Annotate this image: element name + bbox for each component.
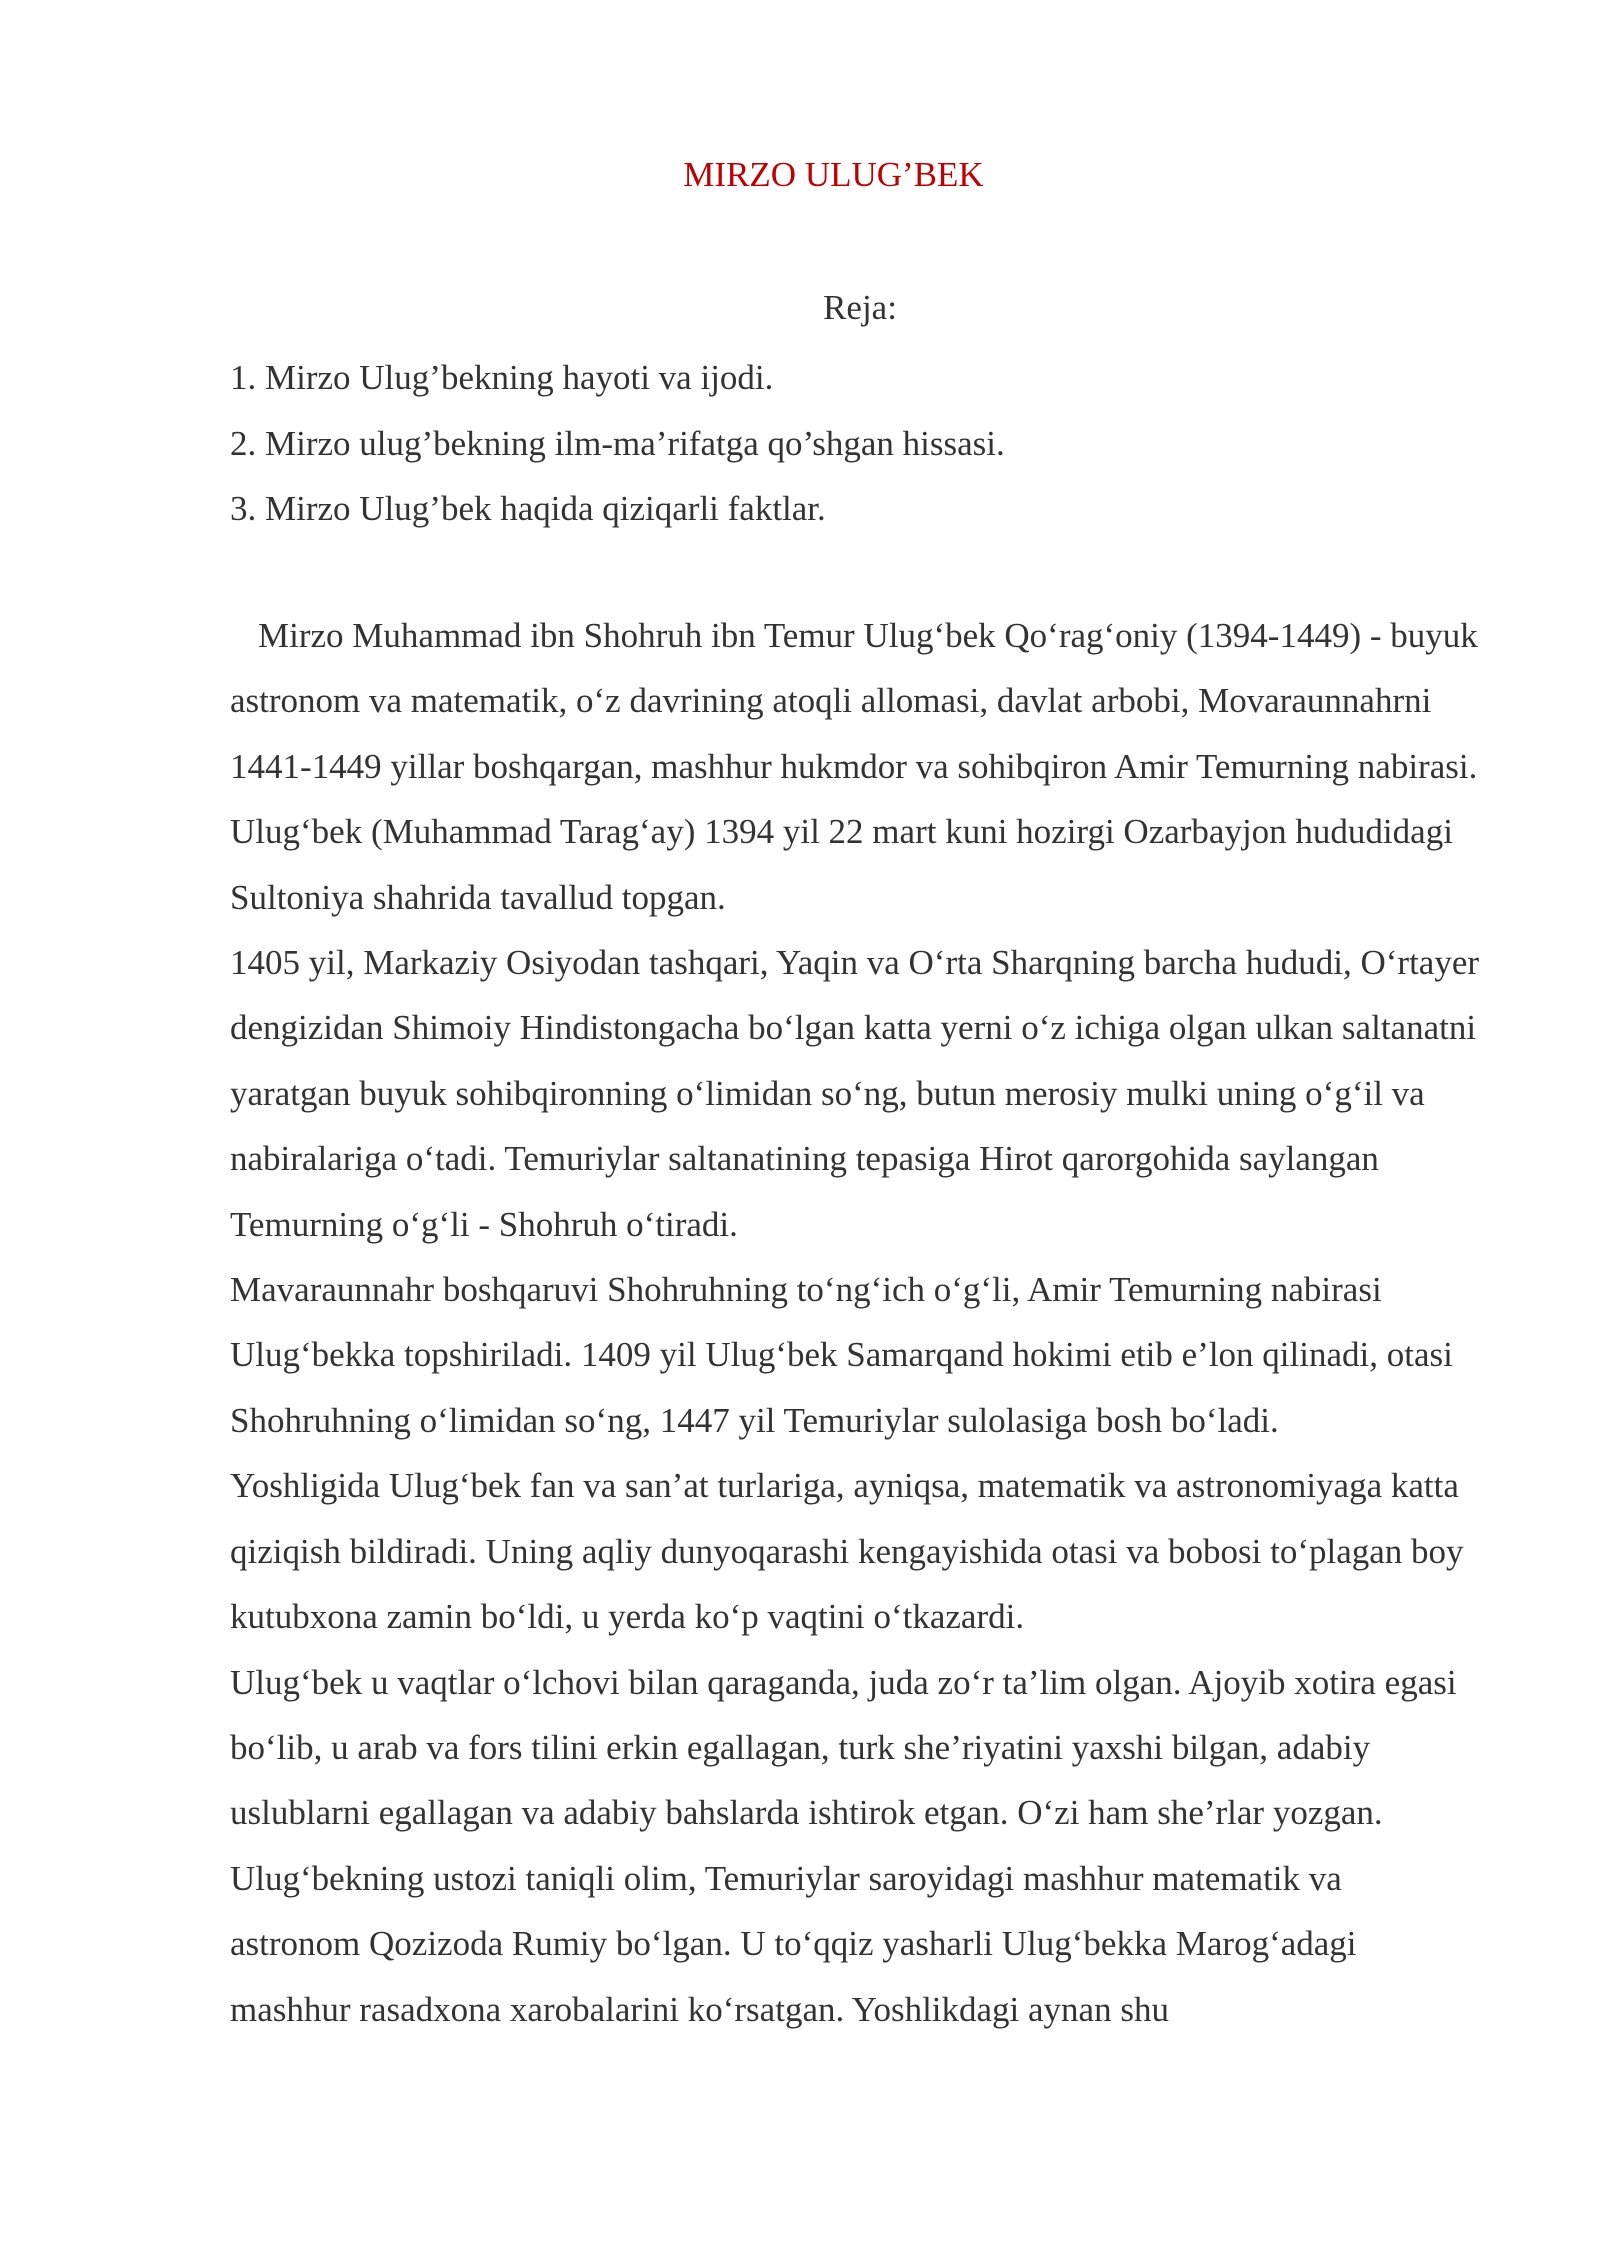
paragraph: Mirzo Muhammad ibn Shohruh ibn Temur Ulug‘bek Qo‘rag‘oniy (1394-1449) - buyuk astronom va matematik, o‘z davrining atoqli allomasi, davlat arbobi, Movaraunnahrni 1441-1449 yillar boshqargan, mashhur hukmdor va sohibqiron Amir Temurning nabirasi. (230, 616, 1478, 786)
plan-item: 2. Mirzo ulug’bekning ilm-ma’rifatga qo’shgan hissasi. (230, 423, 1005, 463)
plan-list (230, 345, 1480, 542)
paragraph: Yoshligida Ulug‘bek fan va san’at turlariga, ayniqsa, matematik va astronomiyaga katta qiziqish bildiradi. Uning aqliy dunyoqarashi kengayishida otasi va bobosi to‘plagan boy kutubxona zamin bo‘ldi, u yerda ko‘p vaqtini o‘tkazardi. (230, 1466, 1464, 1637)
plan-heading: Reja: (823, 288, 897, 327)
document-title: MIRZO ULUG’BEK (683, 155, 984, 194)
paragraph: Ulug‘bek u vaqtlar o‘lchovi bilan qaraganda, juda zo‘r ta’lim olgan. Ajoyib xotira egasi bo‘lib, u arab va fors tilini erkin egallagan, turk she’riyatini yaxshi bilgan, adabiy uslublarni egallagan va adabiy bahslarda ishtirok etgan. O‘zi ham she’rlar yozgan. Ulug‘bekning ustozi taniqli olim, Temuriylar saroyidagi mashhur matematik va astronom Qozizoda Rumiy bo‘lgan. U to‘qqiz yasharli Ulug‘bekka Marog‘adagi mashhur rasadxona xarobalarini ko‘rsatgan. Yoshlikdagi aynan shu (230, 1662, 1457, 2029)
paragraph: Ulug‘bek (Muhammad Tarag‘ay) 1394 yil 22 mart kuni hozirgi Ozarbayjon hududidagi Sultoniya shahrida tavallud topgan. (230, 812, 1453, 917)
paragraph: 1405 yil, Markaziy Osiyodan tashqari, Yaqin va O‘rta Sharqning barcha hududi, O‘rtayer dengizidan Shimoiy Hindistongacha bo‘lgan katta yerni o‘z ichiga olgan ulkan saltanatni yaratgan buyuk sohibqironning o‘limidan so‘ng, butun merosiy mulki uning o‘g‘il va nabiralariga o‘tadi. Temuriylar saltanatining tepasiga Hirot qarorgohida saylangan Temurning o‘g‘li - Shohruh o‘tiradi. (230, 943, 1480, 1244)
plan-item: 1. Mirzo Ulug’bekning hayoti va ijodi. (230, 358, 774, 397)
body-text (230, 603, 1480, 2042)
plan-item: 3. Mirzo Ulug’bek haqida qiziqarli faktlar. (230, 489, 826, 528)
paragraph: Mavaraunnahr boshqaruvi Shohruhning to‘ng‘ich o‘g‘li, Amir Temurning nabirasi Ulug‘bekka topshiriladi. 1409 yil Ulug‘bek Samarqand hokimi etib e’lon qilinadi, otasi Shohruhning o‘limidan so‘ng, 1447 yil Temuriylar sulolasiga bosh bo‘ladi. (230, 1270, 1453, 1440)
